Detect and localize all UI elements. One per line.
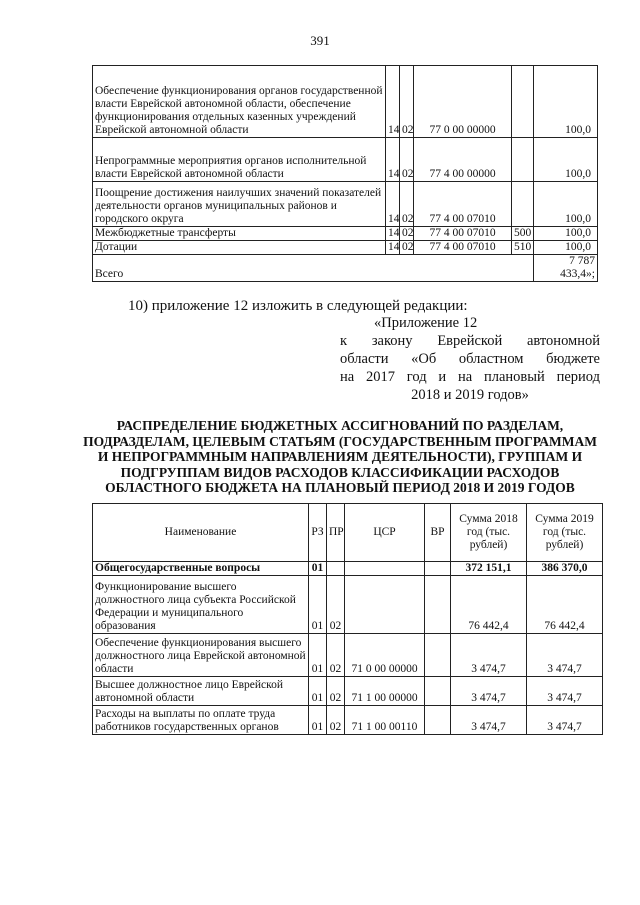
heading-line: ОБЛАСТНОГО БЮДЖЕТА НА ПЛАНОВЫЙ ПЕРИОД 2018 И 2019 ГОДОВ xyxy=(105,480,575,495)
heading-line: РАСПРЕДЕЛЕНИЕ БЮДЖЕТНЫХ АССИГНОВАНИЙ ПО РАЗДЕЛАМ, xyxy=(116,418,564,433)
budget-distribution-table xyxy=(92,503,603,735)
row-vr xyxy=(512,66,534,138)
row-csr: 77 4 00 07010 xyxy=(414,227,512,241)
row-csr: 77 4 00 07010 xyxy=(414,182,512,227)
document-heading xyxy=(70,418,610,496)
table-row xyxy=(93,227,598,241)
row-name: Непрограммные мероприятия органов исполнительной власти Еврейской автономной области xyxy=(93,138,386,182)
row-sum: 100,0 xyxy=(534,241,598,255)
row-sum-2019: 76 442,4 xyxy=(527,576,603,634)
row-rz: 14 xyxy=(386,227,400,241)
row-sum-2019: 3 474,7 xyxy=(527,706,603,735)
row-name: Общегосударственные вопросы xyxy=(93,562,309,576)
header-sum-2019: Сумма 2019 год (тыс. рублей) xyxy=(527,504,603,562)
row-sum-2019: 3 474,7 xyxy=(527,677,603,706)
row-rz: 01 xyxy=(309,706,327,735)
table-total-row xyxy=(93,255,598,282)
row-vr xyxy=(425,576,451,634)
table-row xyxy=(93,677,603,706)
row-csr xyxy=(345,576,425,634)
table-row xyxy=(93,182,598,227)
header-rz: РЗ xyxy=(309,504,327,562)
heading-line: И НЕПРОГРАММНЫМ НАПРАВЛЕНИЯМ ДЕЯТЕЛЬНОСТИ), ГРУППАМ И xyxy=(97,449,583,464)
row-sum: 100,0 xyxy=(534,182,598,227)
row-csr: 77 0 00 00000 xyxy=(414,66,512,138)
row-csr xyxy=(345,562,425,576)
row-name: Обеспечение функционирования органов государственной власти Еврейской автономной области, обеспечение функционирования отдельных казенных учреждений Еврейской автономной области xyxy=(93,66,386,138)
total-label: Всего xyxy=(93,255,534,282)
row-vr xyxy=(425,677,451,706)
table-row xyxy=(93,66,598,138)
row-name: Поощрение достижения наилучших значений показателей деятельности органов муниципальных районов и городского округа xyxy=(93,182,386,227)
row-sum-2018: 76 442,4 xyxy=(451,576,527,634)
row-pr: 02 xyxy=(400,66,414,138)
page-number: 391 xyxy=(310,33,330,48)
row-sum: 100,0 xyxy=(534,138,598,182)
row-rz: 01 xyxy=(309,562,327,576)
row-name: Высшее должностное лицо Еврейской автономной области xyxy=(93,677,309,706)
row-csr: 71 1 00 00110 xyxy=(345,706,425,735)
row-rz: 14 xyxy=(386,241,400,255)
row-vr: 500 xyxy=(512,227,534,241)
row-rz: 14 xyxy=(386,66,400,138)
row-sum-2018: 3 474,7 xyxy=(451,634,527,677)
amendment-paragraph: 10) приложение 12 изложить в следующей редакции: xyxy=(128,298,468,314)
appendix-reference xyxy=(340,314,600,404)
row-pr: 02 xyxy=(400,241,414,255)
appendix-line: «Приложение 12 xyxy=(374,315,478,331)
row-vr: 510 xyxy=(512,241,534,255)
header-sum-2018: Сумма 2018 год (тыс. рублей) xyxy=(451,504,527,562)
row-sum-2018: 372 151,1 xyxy=(451,562,527,576)
row-pr: 02 xyxy=(400,227,414,241)
heading-line: ПОДРАЗДЕЛАМ, ЦЕЛЕВЫМ СТАТЬЯМ (ГОСУДАРСТВЕННЫМ ПРОГРАММАМ xyxy=(83,433,597,449)
table-row xyxy=(93,562,603,576)
table-row xyxy=(93,241,598,255)
header-csr: ЦСР xyxy=(345,504,425,562)
table-row xyxy=(93,634,603,677)
row-pr: 02 xyxy=(400,182,414,227)
appendix-line: области «Об областном бюджете xyxy=(340,351,600,367)
table-row xyxy=(93,706,603,735)
table-row xyxy=(93,576,603,634)
row-name: Функционирование высшего должностного лица субъекта Российской Федерации и муниципального образования xyxy=(93,576,309,634)
appendix-line: 2018 и 2019 годов» xyxy=(411,387,529,403)
row-sum-2018: 3 474,7 xyxy=(451,706,527,735)
row-pr: 02 xyxy=(327,576,345,634)
appendix-line: к закону Еврейской автономной xyxy=(340,333,600,349)
row-vr xyxy=(425,634,451,677)
row-rz: 01 xyxy=(309,576,327,634)
table-row xyxy=(93,138,598,182)
row-rz: 14 xyxy=(386,138,400,182)
row-pr: 02 xyxy=(327,634,345,677)
row-csr: 71 0 00 00000 xyxy=(345,634,425,677)
row-sum: 100,0 xyxy=(534,66,598,138)
row-vr xyxy=(425,562,451,576)
row-name: Межбюджетные трансферты xyxy=(93,227,386,241)
heading-line: ПОДГРУППАМ ВИДОВ РАСХОДОВ КЛАССИФИКАЦИИ РАСХОДОВ xyxy=(120,464,560,480)
row-rz: 01 xyxy=(309,677,327,706)
row-pr: 02 xyxy=(400,138,414,182)
appendix-line: на 2017 год и на плановый период xyxy=(340,369,600,385)
row-csr: 77 4 00 07010 xyxy=(414,241,512,255)
row-vr xyxy=(512,138,534,182)
row-rz: 01 xyxy=(309,634,327,677)
row-csr: 71 1 00 00000 xyxy=(345,677,425,706)
row-pr: 02 xyxy=(327,677,345,706)
header-vr: ВР xyxy=(425,504,451,562)
row-csr: 77 4 00 00000 xyxy=(414,138,512,182)
row-name: Дотации xyxy=(93,241,386,255)
header-name: Наименование xyxy=(93,504,309,562)
row-name: Расходы на выплаты по оплате труда работников государственных органов xyxy=(93,706,309,735)
row-sum-2019: 386 370,0 xyxy=(527,562,603,576)
row-sum-2018: 3 474,7 xyxy=(451,677,527,706)
row-rz: 14 xyxy=(386,182,400,227)
row-vr xyxy=(512,182,534,227)
header-pr: ПР xyxy=(327,504,345,562)
table-header-row xyxy=(93,504,603,562)
row-vr xyxy=(425,706,451,735)
row-pr xyxy=(327,562,345,576)
row-sum-2019: 3 474,7 xyxy=(527,634,603,677)
row-pr: 02 xyxy=(327,706,345,735)
row-name: Обеспечение функционирования высшего должностного лица Еврейской автономной области xyxy=(93,634,309,677)
budget-table-continued xyxy=(92,65,598,282)
row-sum: 100,0 xyxy=(534,227,598,241)
total-value: 7 787 433,4»; xyxy=(534,255,598,282)
